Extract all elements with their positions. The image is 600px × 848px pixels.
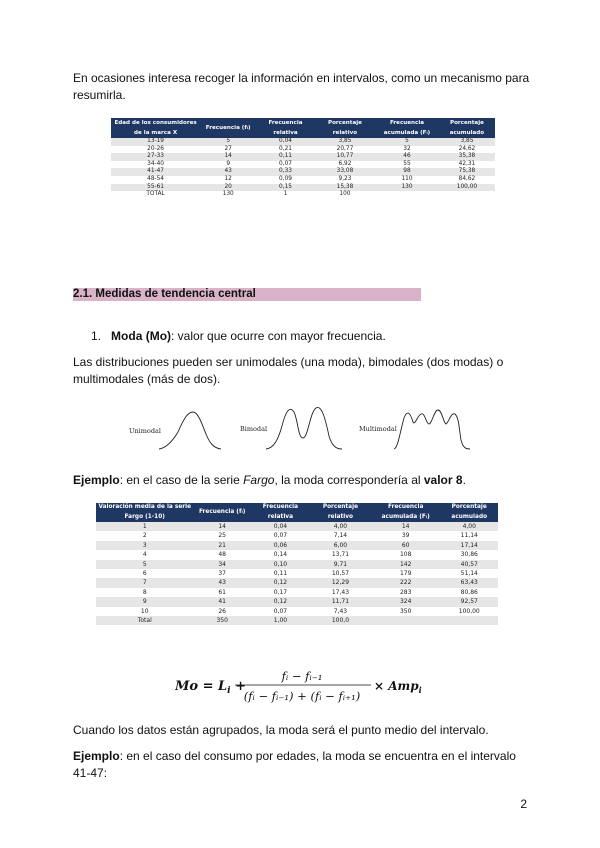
table-cell: 0,11 xyxy=(251,569,310,578)
table-row xyxy=(111,161,495,169)
table-cell: 0,12 xyxy=(251,597,310,606)
table-cell: 11,14 xyxy=(441,531,498,540)
table-cell: 0,14 xyxy=(251,550,310,559)
page-number: 2 xyxy=(520,797,527,811)
table-cell: 8 xyxy=(96,588,193,597)
table-cell: 14 xyxy=(371,522,441,531)
table-cell: 5 xyxy=(375,138,439,146)
table-cell: 9,23 xyxy=(315,176,375,184)
table-cell: 6,92 xyxy=(315,161,375,169)
table-cell: 324 xyxy=(371,597,441,606)
table-cell: 0,15 xyxy=(256,184,315,192)
table-header: Porcentaje acumulado xyxy=(439,118,495,138)
example-text: , la moda correspondería al xyxy=(274,473,424,487)
table-header-row xyxy=(96,503,498,522)
table-header: Frecuencia relativa xyxy=(251,503,310,522)
table-cell xyxy=(441,616,498,625)
table-cell: 21 xyxy=(193,541,250,550)
table-cell: 7,43 xyxy=(310,607,371,616)
example-text: . xyxy=(462,473,466,487)
table-cell: 2 xyxy=(96,531,193,540)
list-number: 1. xyxy=(91,329,102,343)
formula-amp: × Amp$_i$ xyxy=(374,679,422,695)
intro-paragraph: En ocasiones interesa recoger la información en intervalos, como un mecanismo para resumirla. xyxy=(73,71,530,102)
table-cell: 20-26 xyxy=(111,146,200,154)
table-cell: 41-47 xyxy=(111,168,200,176)
table-cell: 179 xyxy=(371,569,441,578)
table-cell: 12,29 xyxy=(310,578,371,587)
table-row xyxy=(111,184,495,192)
table-cell: 0,09 xyxy=(256,176,315,184)
table-cell: 20,77 xyxy=(315,146,375,154)
table-cell: 108 xyxy=(371,550,441,559)
table-cell: 4,00 xyxy=(310,522,371,531)
table-cell: 12 xyxy=(200,176,256,184)
table-cell: 20 xyxy=(200,184,256,192)
table-cell: 350 xyxy=(371,607,441,616)
grouped-data-paragraph: Cuando los datos están agrupados, la moda será el punto medio del intervalo. xyxy=(73,723,489,737)
list-item-moda xyxy=(91,328,551,345)
mode-formula xyxy=(175,664,435,706)
table-cell: 1 xyxy=(256,191,315,199)
table-cell: 92,57 xyxy=(441,597,498,606)
table-cell: 51,14 xyxy=(441,569,498,578)
table-cell: 14 xyxy=(200,153,256,161)
table-cell: 43 xyxy=(200,168,256,176)
distribution-curves-figure xyxy=(126,402,476,458)
table-cell: 100 xyxy=(315,191,375,199)
table-cell: 5 xyxy=(96,560,193,569)
table-cell: 110 xyxy=(375,176,439,184)
table-cell: 100,0 xyxy=(310,616,371,625)
table-cell: 0,11 xyxy=(256,153,315,161)
table-row xyxy=(111,191,495,199)
table-cell: 9 xyxy=(96,597,193,606)
table-row xyxy=(111,138,495,146)
table-cell: 350 xyxy=(193,616,250,625)
table-cell: 0,12 xyxy=(251,578,310,587)
table-row xyxy=(96,607,498,616)
table-cell: 55-61 xyxy=(111,184,200,192)
table-cell: 98 xyxy=(375,168,439,176)
table-row xyxy=(111,146,495,154)
table-cell: 80,86 xyxy=(441,588,498,597)
table-header: Frecuencia relativa xyxy=(256,118,315,138)
table-row xyxy=(111,168,495,176)
table-cell: 0,33 xyxy=(256,168,315,176)
example-text: : en el caso de la serie xyxy=(119,473,244,487)
table-header: Frecuencia acumulada (Fᵢ) xyxy=(375,118,439,138)
table-row xyxy=(96,560,498,569)
table-cell: 40,57 xyxy=(441,560,498,569)
table-row xyxy=(96,588,498,597)
table-cell: 6,00 xyxy=(310,541,371,550)
section-heading: 2.1. Medidas de tendencia central xyxy=(73,288,421,301)
table-cell: 25 xyxy=(193,531,250,540)
table-header: Porcentaje relativo xyxy=(310,503,371,522)
formula-numerator: fᵢ − fᵢ₋₁ xyxy=(281,669,323,683)
table-cell: 61 xyxy=(193,588,250,597)
table-row xyxy=(111,176,495,184)
list-term: Moda (Mo) xyxy=(111,329,172,343)
example-age-consumption xyxy=(73,748,533,782)
table-cell: 100,00 xyxy=(441,607,498,616)
table-cell: 39 xyxy=(371,531,441,540)
table-header: Frecuencia acumulada (Fᵢ) xyxy=(371,503,441,522)
example-label: Ejemplo xyxy=(73,749,120,763)
table-cell: 42,31 xyxy=(439,161,495,169)
table-row xyxy=(96,569,498,578)
table-cell xyxy=(371,616,441,625)
table-cell: 0,17 xyxy=(251,588,310,597)
example-value: valor 8 xyxy=(423,473,463,487)
table-header: Frecuencia (fᵢ) xyxy=(200,118,256,138)
table-cell: 130 xyxy=(375,184,439,192)
table-cell: 30,86 xyxy=(441,550,498,559)
table-cell: 0,10 xyxy=(251,560,310,569)
table-cell xyxy=(375,191,439,199)
table-cell: 5 xyxy=(200,138,256,146)
multimodal-curve xyxy=(394,410,470,449)
table-header-row xyxy=(111,118,495,138)
table-row xyxy=(96,597,498,606)
table-cell: 10,77 xyxy=(315,153,375,161)
table-cell: 283 xyxy=(371,588,441,597)
table-cell: 0,07 xyxy=(251,607,310,616)
distributions-paragraph: Las distribuciones pueden ser unimodales (una moda), bimodales (dos modas) o multimodales (más de dos). xyxy=(73,355,504,386)
table-row xyxy=(96,578,498,587)
table-row xyxy=(96,522,498,531)
table-cell: 33,08 xyxy=(315,168,375,176)
table-cell: 10 xyxy=(96,607,193,616)
table-cell: 13,71 xyxy=(310,550,371,559)
table-row xyxy=(96,531,498,540)
formula-denominator: (fᵢ − fᵢ₋₁) + (fᵢ − fᵢ₊₁) xyxy=(243,689,361,703)
table-cell: 34 xyxy=(193,560,250,569)
table-cell: 4 xyxy=(96,550,193,559)
table-header: Edad de los consumidores de la marca X xyxy=(111,118,200,138)
table-cell: 34-40 xyxy=(111,161,200,169)
table-cell: 14 xyxy=(193,522,250,531)
table-cell: 48-54 xyxy=(111,176,200,184)
table-cell: 0,06 xyxy=(251,541,310,550)
curve-label-multimodal: Multimodal xyxy=(359,425,397,433)
table-cell: 43 xyxy=(193,578,250,587)
table-cell: 13-19 xyxy=(111,138,200,146)
table-cell: 0,21 xyxy=(256,146,315,154)
table-cell: 222 xyxy=(371,578,441,587)
curve-label-unimodal: Unimodal xyxy=(129,427,161,435)
table-cell: 142 xyxy=(371,560,441,569)
table-cell: Total xyxy=(96,616,193,625)
table-cell: 27 xyxy=(200,146,256,154)
table-cell: 46 xyxy=(375,153,439,161)
table-cell: 7 xyxy=(96,578,193,587)
table-cell: 84,62 xyxy=(439,176,495,184)
table-cell: 130 xyxy=(200,191,256,199)
table-row xyxy=(96,541,498,550)
table-cell: 0,04 xyxy=(251,522,310,531)
curve-label-bimodal: Bimodal xyxy=(240,425,268,433)
table-cell: 11,71 xyxy=(310,597,371,606)
table-cell: 1,00 xyxy=(251,616,310,625)
table-cell: 0,07 xyxy=(251,531,310,540)
table-cell xyxy=(439,191,495,199)
table-row xyxy=(96,616,498,625)
table-row xyxy=(96,550,498,559)
table-cell: 24,62 xyxy=(439,146,495,154)
list-description: : valor que ocurre con mayor frecuencia. xyxy=(171,329,386,343)
example-fargo xyxy=(73,472,533,489)
series-name: Fargo xyxy=(243,473,275,487)
bimodal-curve xyxy=(266,407,342,449)
table-cell: 35,38 xyxy=(439,153,495,161)
table-cell: 3,85 xyxy=(439,138,495,146)
table-cell: 32 xyxy=(375,146,439,154)
table-cell: 100,00 xyxy=(439,184,495,192)
table-cell: 17,14 xyxy=(441,541,498,550)
table-cell: 75,38 xyxy=(439,168,495,176)
table-cell: 1 xyxy=(96,522,193,531)
table-cell: 37 xyxy=(193,569,250,578)
table-cell: 4,00 xyxy=(441,522,498,531)
table-cell: 9 xyxy=(200,161,256,169)
table-cell: 9,71 xyxy=(310,560,371,569)
table-cell: 63,43 xyxy=(441,578,498,587)
table-cell: 10,57 xyxy=(310,569,371,578)
table-header: Porcentaje acumulado xyxy=(441,503,498,522)
unimodal-curve xyxy=(159,412,221,449)
table-cell: 0,07 xyxy=(256,161,315,169)
table-cell: 60 xyxy=(371,541,441,550)
formula-lhs: $Mo = L_i$ + xyxy=(175,679,246,696)
table-header: Porcentaje relativo xyxy=(315,118,375,138)
example-label: Ejemplo xyxy=(73,473,120,487)
fargo-rating-table xyxy=(96,503,498,625)
age-frequency-table xyxy=(111,118,495,199)
table-cell: 6 xyxy=(96,569,193,578)
table-cell: 41 xyxy=(193,597,250,606)
table-cell: TOTAL xyxy=(111,191,200,199)
table-cell: 0,04 xyxy=(256,138,315,146)
table-cell: 26 xyxy=(193,607,250,616)
example-text: : en el caso del consumo por edades, la moda se encuentra en el intervalo 41-47: xyxy=(73,749,516,780)
table-header: Valoración media de la serie Fargo (1-10) xyxy=(96,503,193,522)
table-cell: 3 xyxy=(96,541,193,550)
table-header: Frecuencia (fᵢ) xyxy=(193,503,250,522)
table-cell: 7,14 xyxy=(310,531,371,540)
table-cell: 48 xyxy=(193,550,250,559)
table-cell: 17,43 xyxy=(310,588,371,597)
table-cell: 15,38 xyxy=(315,184,375,192)
table-cell: 55 xyxy=(375,161,439,169)
table-cell: 27-33 xyxy=(111,153,200,161)
table-cell: 3,85 xyxy=(315,138,375,146)
table-row xyxy=(111,153,495,161)
